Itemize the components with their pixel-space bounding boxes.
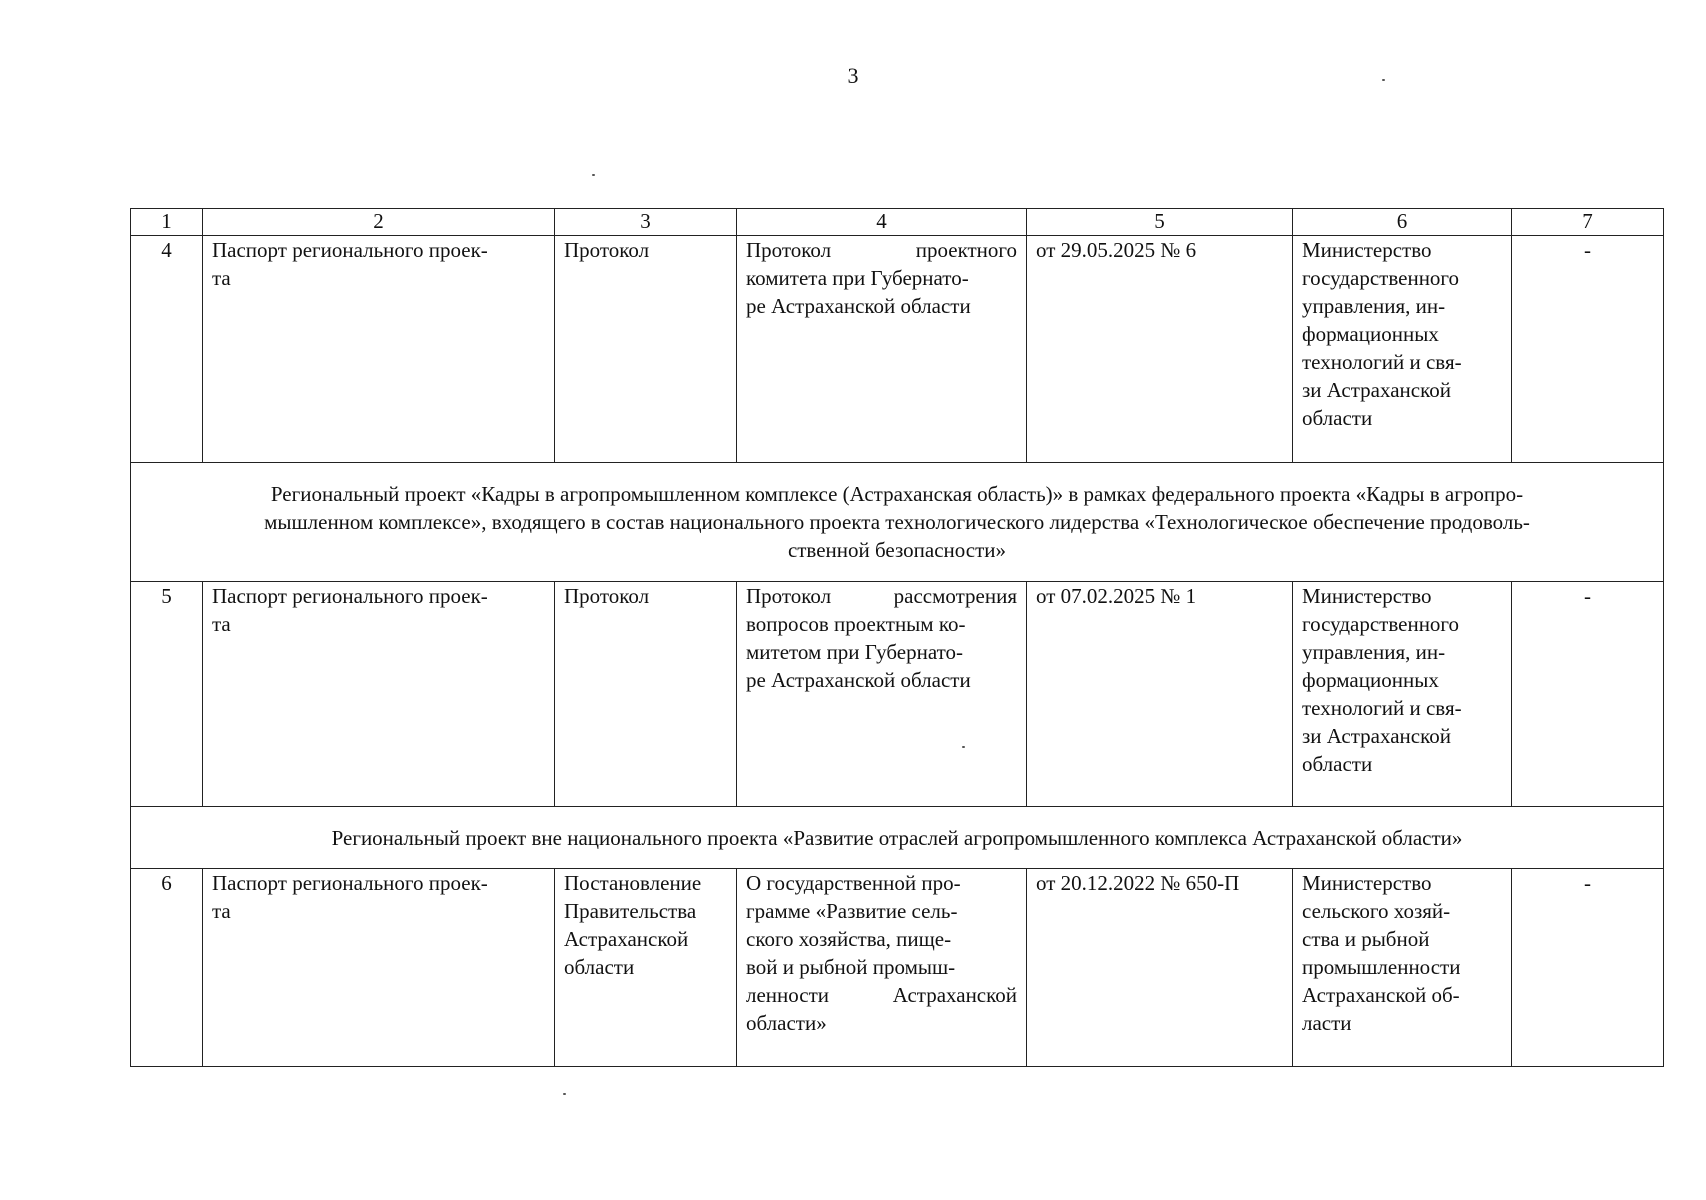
document-date-cell: от 07.02.2025 № 1 (1027, 582, 1293, 807)
scan-speck (962, 746, 965, 748)
scan-speck (563, 1093, 566, 1095)
column-number: 3 (555, 209, 737, 236)
document-type-cell: Паспорт регионального проек- та (203, 869, 555, 1067)
document-name-cell: Протокол рассмотрения вопросов проектным ко- митетом при Губернато- ре Астраханской области (737, 582, 1027, 807)
document-date-cell: от 20.12.2022 № 650-П (1027, 869, 1293, 1067)
responsible-org-cell: Министерство государственного управления, ин- формационных технологий и свя- зи Астраханской области (1293, 236, 1512, 463)
section-row (131, 807, 1664, 869)
scan-speck (1382, 79, 1385, 81)
documents-table (130, 208, 1664, 1067)
row-number: 4 (131, 236, 203, 463)
table-row (131, 582, 1664, 807)
document-type-cell: Паспорт регионального проек- та (203, 582, 555, 807)
page-number: 3 (847, 63, 859, 88)
document-form-cell: Протокол (555, 236, 737, 463)
note-cell: - (1512, 236, 1664, 463)
document-type-cell: Паспорт регионального проек- та (203, 236, 555, 463)
responsible-org-cell: Министерство государственного управления, ин- формационных технологий и свя- зи Астраханской области (1293, 582, 1512, 807)
section-heading: Региональный проект «Кадры в агропромышленном комплексе (Астраханская область)» в рамках федерального проекта «Кадры в агропро- мышленном комплексе», входящего в состав национального проекта технологического лидерства «Технологическое обеспечение продоволь- ственной безопасности» (131, 463, 1664, 582)
scan-speck (592, 174, 595, 176)
document-name-cell: О государственной про- грамме «Развитие сель- ского хозяйства, пище- вой и рыбной промыш- ленности Астраханской области» (737, 869, 1027, 1067)
document-name-cell: Протокол проектного комитета при Губернато- ре Астраханской области (737, 236, 1027, 463)
column-number: 5 (1027, 209, 1293, 236)
column-number: 7 (1512, 209, 1664, 236)
column-number: 2 (203, 209, 555, 236)
note-cell: - (1512, 582, 1664, 807)
note-cell: - (1512, 869, 1664, 1067)
table-row (131, 236, 1664, 463)
section-heading: Региональный проект вне национального проекта «Развитие отраслей агропромышленного комплекса Астраханской области» (131, 807, 1664, 869)
table-row (131, 869, 1664, 1067)
column-number: 6 (1293, 209, 1512, 236)
document-form-cell: Протокол (555, 582, 737, 807)
column-number-row (131, 209, 1664, 236)
responsible-org-cell: Министерство сельского хозяй- ства и рыбной промышленности Астраханской об- ласти (1293, 869, 1512, 1067)
column-number: 4 (737, 209, 1027, 236)
row-number: 6 (131, 869, 203, 1067)
column-number: 1 (131, 209, 203, 236)
section-row (131, 463, 1664, 582)
document-form-cell: Постановление Правительства Астраханской области (555, 869, 737, 1067)
document-date-cell: от 29.05.2025 № 6 (1027, 236, 1293, 463)
row-number: 5 (131, 582, 203, 807)
